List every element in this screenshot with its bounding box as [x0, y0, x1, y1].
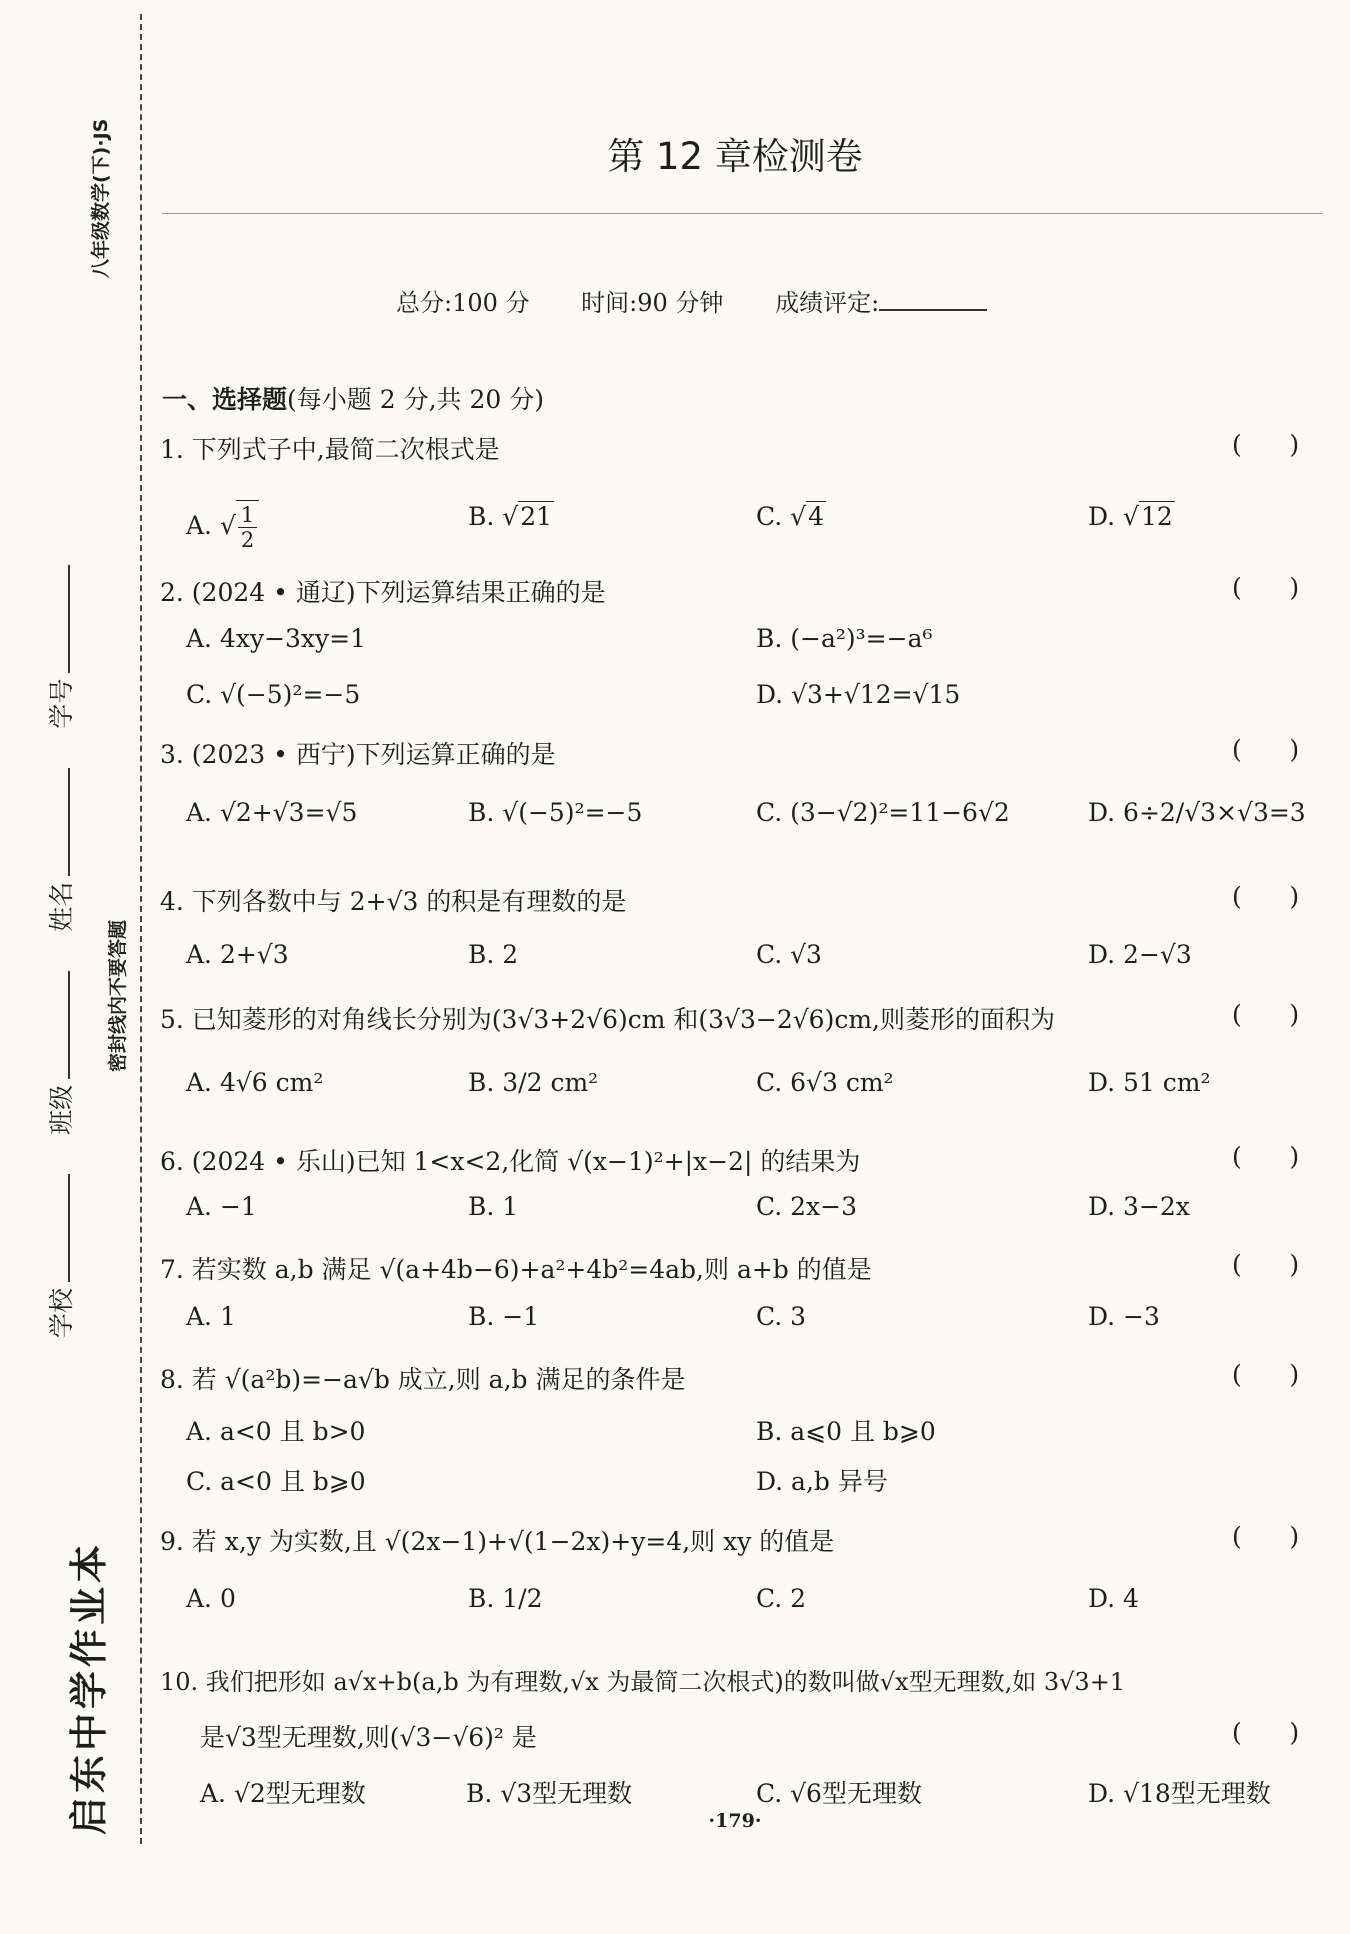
question-8: 8. 若 √(a²b)=−a√b 成立,则 a,b 满足的条件是	[160, 1365, 686, 1394]
seal-note: 密封线内不要答题	[107, 919, 129, 1072]
q1-option-a[interactable]: A. √ $\frac{1}{2}$	[186, 500, 259, 552]
question-10-line2: 是√3型无理数,则(√3−√6)² 是	[200, 1723, 537, 1752]
student-info-fields	[42, 531, 78, 1338]
question-6: 6. (2024 • 乐山)已知 1<x<2,化简 √(x−1)²+|x−2| 的结果为	[160, 1147, 861, 1176]
answer-paren[interactable]: ( )	[1232, 1000, 1300, 1029]
series-label: 八年级数学(下)·JS	[90, 118, 112, 278]
question-7: 7. 若实数 a,b 满足 √(a+4b−6)+a²+4b²=4ab,则 a+b 的值是	[160, 1255, 872, 1284]
binding-dashed-line	[140, 14, 142, 1844]
q4-option-a[interactable]: A. 2+√3	[186, 940, 289, 969]
exam-time: 时间:90 分钟	[581, 289, 724, 317]
field-student-id[interactable]: 学号	[42, 565, 78, 729]
grade-blank[interactable]	[879, 305, 987, 311]
q7-option-c[interactable]: C. 3	[756, 1302, 807, 1331]
question-3: 3. (2023 • 西宁)下列运算正确的是	[160, 740, 556, 769]
q6-option-c[interactable]: C. 2x−3	[756, 1192, 857, 1221]
q10-option-d[interactable]: D. √18型无理数	[1088, 1779, 1271, 1808]
answer-paren[interactable]: ( )	[1232, 430, 1300, 459]
q4-option-c[interactable]: C. √3	[756, 940, 822, 969]
q5-option-d[interactable]: D. 51 cm²	[1088, 1068, 1211, 1097]
q5-option-b[interactable]: B. 3/2 cm²	[468, 1068, 599, 1097]
q3-option-c[interactable]: C. (3−√2)²=11−6√2	[756, 798, 1010, 827]
q9-option-b[interactable]: B. 1/2	[468, 1584, 543, 1613]
question-9: 9. 若 x,y 为实数,且 √(2x−1)+√(1−2x)+y=4,则 xy 的值是	[160, 1527, 835, 1556]
question-1: 1. 下列式子中,最简二次根式是	[160, 435, 500, 464]
q10-option-b[interactable]: B. √3型无理数	[466, 1779, 633, 1808]
q3-option-a[interactable]: A. √2+√3=√5	[186, 798, 358, 827]
page-title: 第 12 章检测卷	[607, 135, 863, 178]
q1-option-d[interactable]: D. √12	[1088, 502, 1173, 531]
question-5: 5. 已知菱形的对角线长分别为(3√3+2√6)cm 和(3√3−2√6)cm,则菱形的面积为	[160, 1005, 1055, 1034]
q5-option-c[interactable]: C. 6√3 cm²	[756, 1068, 894, 1097]
q9-option-a[interactable]: A. 0	[186, 1584, 236, 1613]
answer-paren[interactable]: ( )	[1232, 1250, 1300, 1279]
field-school[interactable]: 学校	[42, 1174, 78, 1338]
q9-option-d[interactable]: D. 4	[1088, 1584, 1139, 1613]
q9-option-c[interactable]: C. 2	[756, 1584, 807, 1613]
answer-paren[interactable]: ( )	[1232, 882, 1300, 911]
q7-option-a[interactable]: A. 1	[186, 1302, 236, 1331]
q8-option-c[interactable]: C. a<0 且 b⩾0	[186, 1467, 366, 1496]
q6-option-b[interactable]: B. 1	[468, 1192, 519, 1221]
title-divider	[162, 213, 1322, 214]
field-class[interactable]: 班级	[42, 971, 78, 1135]
q10-option-a[interactable]: A. √2型无理数	[200, 1779, 366, 1808]
q1-option-c[interactable]: C. √4	[756, 502, 824, 531]
answer-paren[interactable]: ( )	[1232, 1522, 1300, 1551]
exam-meta	[396, 283, 1031, 318]
total-score: 总分:100 分	[396, 289, 530, 317]
q10-option-c[interactable]: C. √6型无理数	[756, 1779, 922, 1808]
q5-option-a[interactable]: A. 4√6 cm²	[186, 1068, 324, 1097]
question-10-line1: 10. 我们把形如 a√x+b(a,b 为有理数,√x 为最简二次根式)的数叫做√x型无理数,如 3√3+1	[160, 1668, 1126, 1696]
q2-option-b[interactable]: B. (−a²)³=−a⁶	[756, 624, 933, 653]
page-number: ·179·	[708, 1810, 762, 1832]
q7-option-b[interactable]: B. −1	[468, 1302, 540, 1331]
q4-option-d[interactable]: D. 2−√3	[1088, 940, 1192, 969]
answer-paren[interactable]: ( )	[1232, 735, 1300, 764]
q2-option-d[interactable]: D. √3+√12=√15	[756, 680, 961, 709]
question-4: 4. 下列各数中与 2+√3 的积是有理数的是	[160, 887, 627, 916]
answer-paren[interactable]: ( )	[1232, 1360, 1300, 1389]
q8-option-d[interactable]: D. a,b 异号	[756, 1467, 888, 1496]
q3-option-d[interactable]: D. 6÷2/√3×√3=3	[1088, 798, 1306, 827]
answer-paren[interactable]: ( )	[1232, 573, 1300, 602]
q3-option-b[interactable]: B. √(−5)²=−5	[468, 798, 643, 827]
field-name[interactable]: 姓名	[42, 768, 78, 932]
brand-logo-text: 启东中学作业本	[67, 1540, 111, 1835]
q8-option-b[interactable]: B. a⩽0 且 b⩾0	[756, 1417, 936, 1446]
question-2: 2. (2024 • 通辽)下列运算结果正确的是	[160, 578, 606, 607]
grade-label: 成绩评定:	[775, 289, 880, 317]
section-title: 一、选择题(每小题 2 分,共 20 分)	[162, 385, 544, 414]
q4-option-b[interactable]: B. 2	[468, 940, 519, 969]
q7-option-d[interactable]: D. −3	[1088, 1302, 1160, 1331]
q6-option-d[interactable]: D. 3−2x	[1088, 1192, 1190, 1221]
answer-paren[interactable]: ( )	[1232, 1718, 1300, 1747]
q1-option-b[interactable]: B. √21	[468, 502, 553, 531]
q8-option-a[interactable]: A. a<0 且 b>0	[186, 1417, 366, 1446]
q2-option-c[interactable]: C. √(−5)²=−5	[186, 680, 361, 709]
answer-paren[interactable]: ( )	[1232, 1142, 1300, 1171]
q2-option-a[interactable]: A. 4xy−3xy=1	[186, 624, 367, 653]
q6-option-a[interactable]: A. −1	[186, 1192, 257, 1221]
